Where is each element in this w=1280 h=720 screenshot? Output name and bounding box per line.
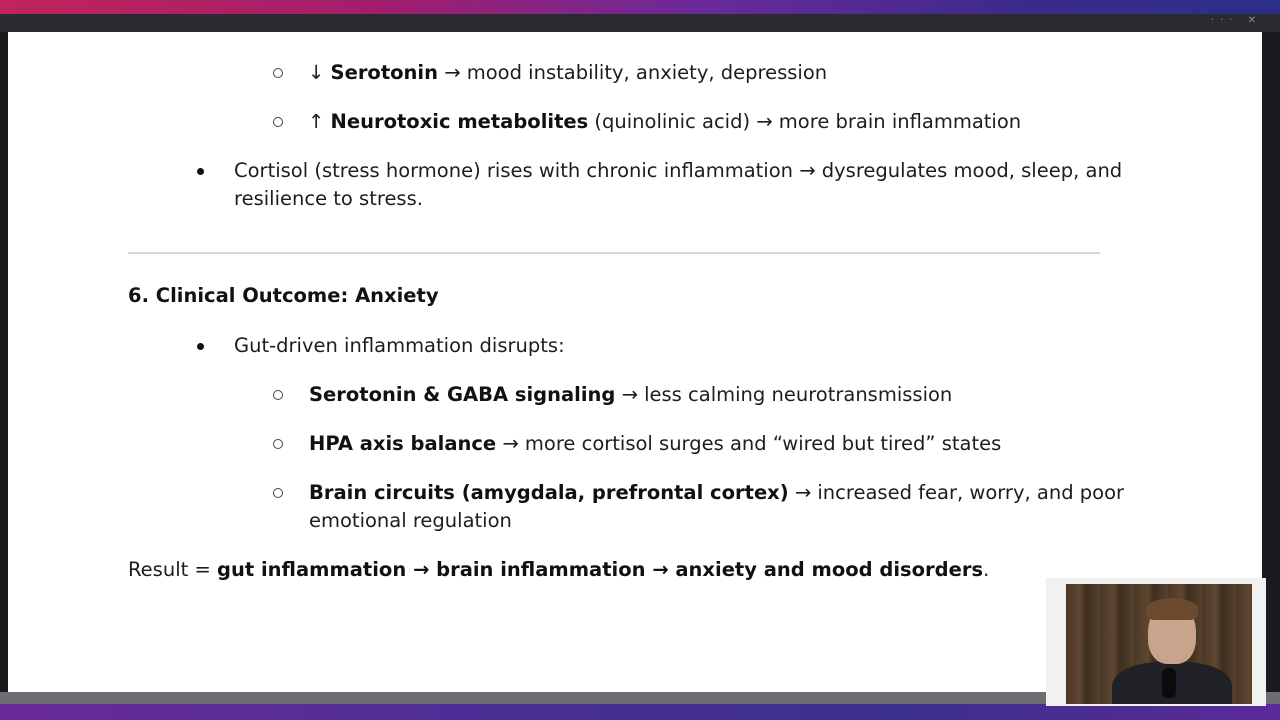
sub-item-rest: (quinolinic acid) → more brain inflammation: [588, 110, 1022, 133]
result-suffix: .: [983, 558, 990, 581]
circle-bullet-icon: [273, 68, 283, 78]
down-arrow-text: ↓: [308, 61, 331, 84]
sub-item-rest: → increased fear, worry, and poor: [788, 481, 1125, 504]
sub-item-bold: HPA axis balance: [309, 432, 497, 455]
sub-item-rest: → mood instability, anxiety, depression: [438, 61, 828, 84]
cortisol-bullet-line1: Cortisol (stress hormone) rises with chronic inflammation → dysregulates mood, sleep, and: [234, 159, 1123, 182]
circle-bullet-icon: [273, 439, 283, 449]
sub-item-serotonin-gaba: [309, 383, 952, 406]
webcam-overlay: [1046, 578, 1266, 706]
sub-item-neurotoxic: [308, 110, 1021, 133]
sub-item-hpa-axis: [309, 432, 1001, 455]
circle-bullet-icon: [273, 390, 283, 400]
microphone-icon: [1162, 668, 1176, 698]
result-prefix: Result =: [128, 558, 217, 581]
webcam-feed-icon: [1066, 584, 1252, 704]
section-heading: 6. Clinical Outcome: Anxiety: [128, 284, 439, 307]
result-bold: gut inflammation → brain inflammation → anxiety and mood disorders: [217, 558, 984, 581]
top-glow-border: [0, 0, 1280, 14]
sub-item-rest: → more cortisol surges and “wired but tired” states: [496, 432, 1002, 455]
webcam-person-hair: [1146, 598, 1198, 620]
sub-item-bold: Neurotoxic metabolites: [330, 110, 589, 133]
sub-item-bold: Brain circuits (amygdala, prefrontal cortex): [309, 481, 789, 504]
bullet-dot-icon: [197, 168, 204, 175]
horizontal-rule: [128, 252, 1100, 254]
sub-item-brain-circuits: [309, 481, 1124, 504]
sub-item-rest: → less calming neurotransmission: [615, 383, 953, 406]
up-arrow-text: ↑: [308, 110, 331, 133]
bullet-dot-icon: [197, 343, 204, 350]
sub-item-brain-circuits-line2: emotional regulation: [309, 509, 512, 532]
circle-bullet-icon: [273, 117, 283, 127]
gut-bullet: Gut-driven inflammation disrupts:: [234, 334, 565, 357]
sub-item-bold: Serotonin: [330, 61, 438, 84]
sub-item-serotonin: [308, 61, 827, 84]
result-line: [128, 558, 989, 581]
sub-item-bold: Serotonin & GABA signaling: [309, 383, 616, 406]
circle-bullet-icon: [273, 488, 283, 498]
bottom-glow-border: [0, 704, 1280, 720]
window-bar: [0, 14, 1280, 32]
window-controls-icon[interactable]: ··· ✕: [1210, 15, 1262, 26]
cortisol-bullet-line2: resilience to stress.: [234, 187, 423, 210]
